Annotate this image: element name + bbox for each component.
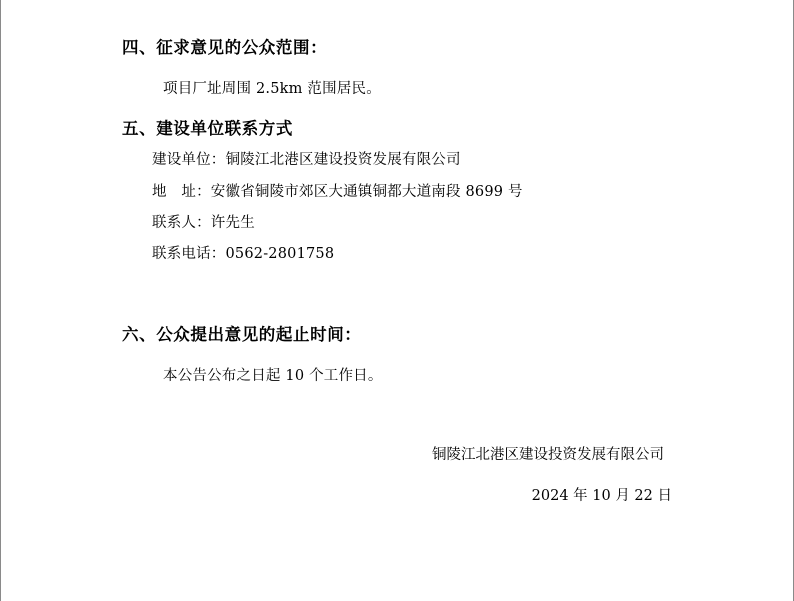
section4-text: 项目厂址周围 2.5km 范围居民。 <box>163 81 381 97</box>
signature-org: 铜陵江北港区建设投资发展有限公司 <box>432 447 664 463</box>
contact-phone: 联系电话：0562-2801758 <box>152 246 335 262</box>
contact-person: 联系人：许先生 <box>152 215 255 231</box>
page-border-left <box>0 0 1 601</box>
section4-heading: 四、征求意见的公众范围： <box>122 38 328 57</box>
address: 地 址：安徽省铜陵市郊区大通镇铜都大道南段 8699 号 <box>152 184 523 200</box>
signature-date: 2024 年 10 月 22 日 <box>531 488 672 504</box>
section5-heading: 五、建设单位联系方式 <box>122 119 293 138</box>
construction-unit: 建设单位：铜陵江北港区建设投资发展有限公司 <box>152 152 461 168</box>
section6-heading: 六、公众提出意见的起止时间： <box>122 325 362 344</box>
section6-text: 本公告公布之日起 10 个工作日。 <box>163 368 383 384</box>
